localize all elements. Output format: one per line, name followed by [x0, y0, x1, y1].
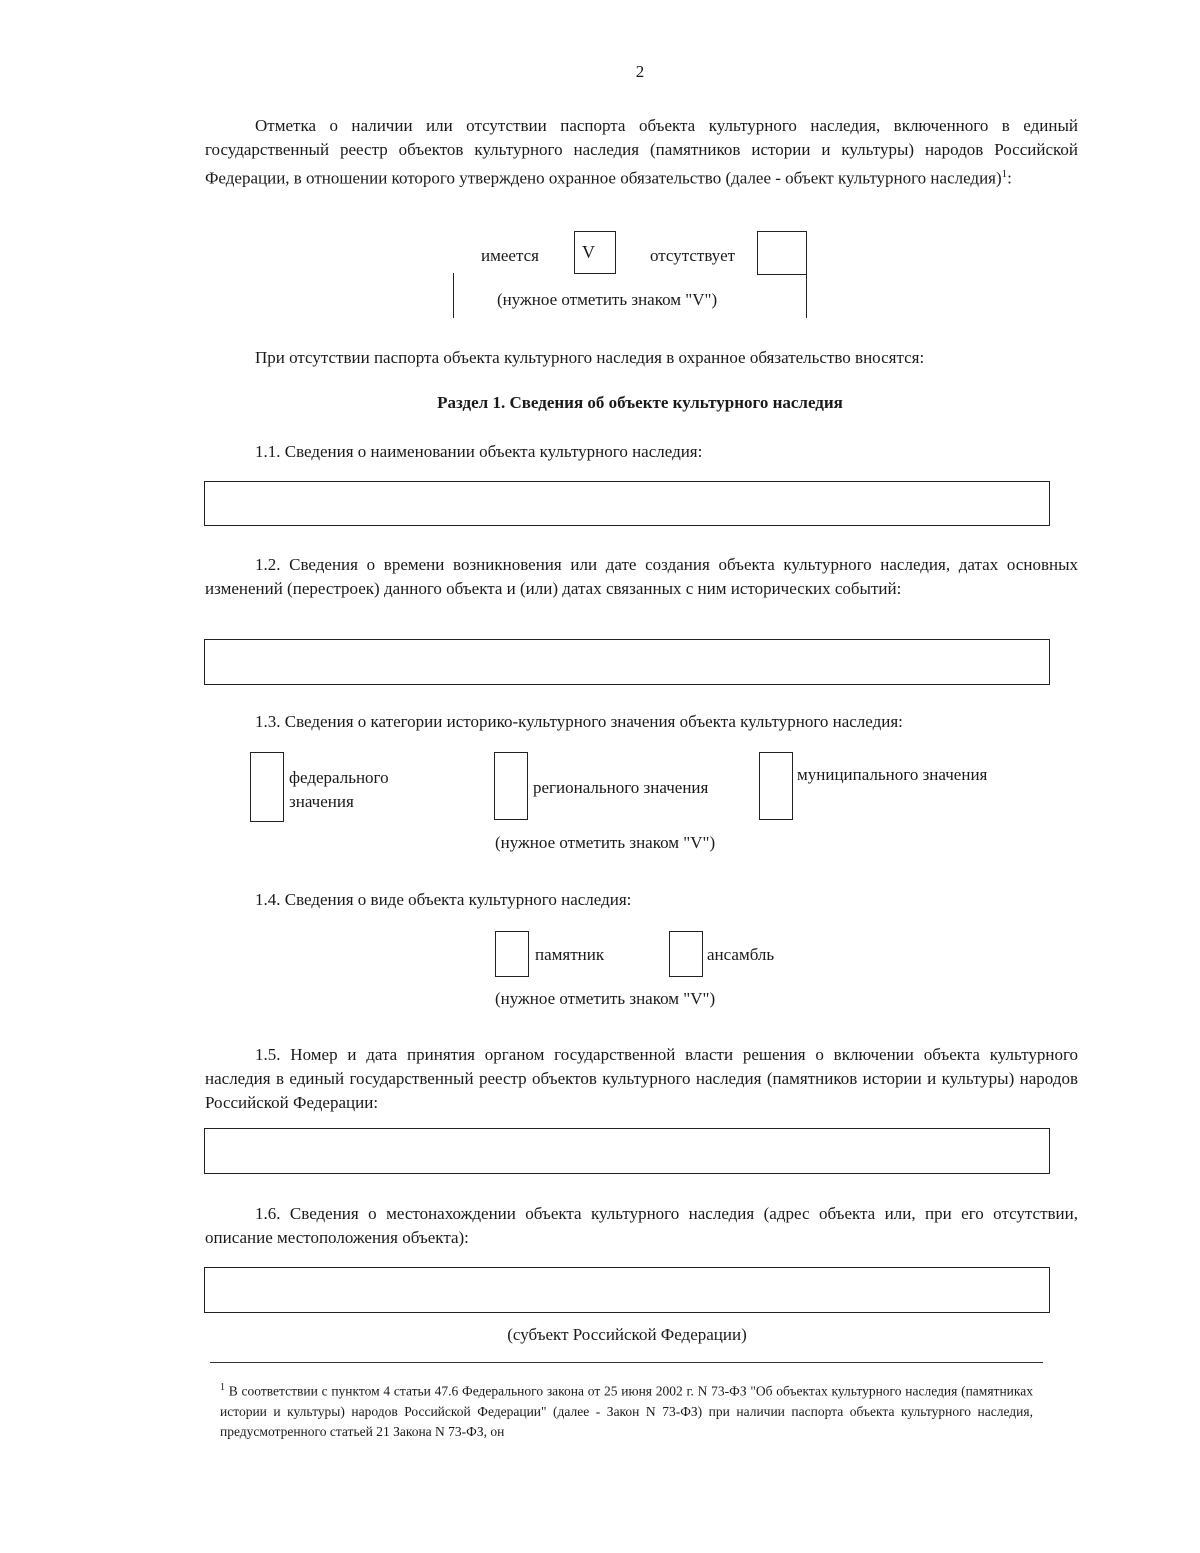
category-federal-label: федерального значения — [289, 768, 389, 811]
type-note: (нужное отметить знаком "V") — [495, 989, 716, 1008]
absence-paragraph: При отсутствии паспорта объекта культурного наследия в охранное обязательство вносятся: — [255, 348, 925, 367]
type-ensemble-label: ансамбль — [707, 945, 775, 964]
footnote-ref: 1 — [1001, 168, 1008, 180]
question-1-5: 1.5. Номер и дата принятия органом государственной власти решения о включении объекта культурного наследия в единый государственный реестр объектов культурного наследия (памятников истории и культуры) народов Российской Федерации: — [205, 1045, 1078, 1112]
question-1-4: 1.4. Сведения о виде объекта культурного наследия: — [255, 890, 632, 909]
category-note: (нужное отметить знаком "V") — [495, 833, 716, 852]
passport-has-mark: V — [582, 242, 595, 262]
section-title: Раздел 1. Сведения об объекте культурного наследия — [437, 393, 843, 412]
passport-absent-label: отсутствует — [650, 246, 736, 265]
field-1-5-decision[interactable] — [204, 1128, 1050, 1174]
type-monument-checkbox[interactable] — [495, 931, 529, 977]
category-regional-checkbox[interactable] — [494, 752, 528, 820]
category-federal-checkbox[interactable] — [250, 752, 284, 822]
type-monument-label: памятник — [535, 945, 605, 964]
question-1-1: 1.1. Сведения о наименовании объекта культурного наследия: — [255, 442, 703, 461]
intro-paragraph — [205, 114, 1078, 191]
passport-absent-checkbox[interactable] — [757, 231, 807, 275]
footnote-separator — [210, 1362, 1043, 1363]
question-1-2: 1.2. Сведения о времени возникновения или дате создания объекта культурного наследия, датах основных изменений (перестроек) данного объекта и (или) датах связанных с ним исторических событий: — [205, 555, 1078, 598]
subject-caption: (субъект Российской Федерации) — [507, 1325, 747, 1344]
passport-note: (нужное отметить знаком "V") — [497, 290, 718, 309]
intro-colon: : — [1007, 168, 1012, 188]
category-regional-label: регионального значения — [533, 778, 709, 797]
question-1-6: 1.6. Сведения о местонахождении объекта культурного наследия (адрес объекта или, при его отсутствии, описание местоположения объекта): — [205, 1204, 1078, 1247]
passport-has-label: имеется — [481, 246, 539, 265]
footnote — [220, 1378, 1033, 1442]
passport-bracket-left — [453, 273, 454, 318]
field-1-1-name[interactable] — [204, 481, 1050, 526]
type-ensemble-checkbox[interactable] — [669, 931, 703, 977]
category-municipal-checkbox[interactable] — [759, 752, 793, 820]
category-municipal-label: муниципального значения — [797, 765, 988, 784]
footnote-text: В соответствии с пунктом 4 статьи 47.6 Федерального закона от 25 июня 2002 г. N 73-ФЗ "Об объектах культурного наследия (памятниках истории и культуры) народов Российской Федерации" (далее - Закон N 73-ФЗ) при наличии паспорта объекта культурного наследия, предусмотренного статьей 21 Закона N 73-ФЗ, он — [220, 1383, 1034, 1439]
intro-text: Отметка о наличии или отсутствии паспорта объекта культурного наследия, включенного в единый государственный реестр объектов культурного наследия (памятников истории и культуры) народов Российской Федерации, в отношении которого утверждено охранное обязательство (далее - объект культурного наследия) — [205, 116, 1078, 188]
question-1-3: 1.3. Сведения о категории историко-культурного значения объекта культурного наследия: — [255, 712, 903, 731]
page-number: 2 — [635, 62, 645, 81]
footnote-number: 1 — [220, 1382, 225, 1393]
passport-bracket-right — [806, 274, 807, 318]
field-1-6-location[interactable] — [204, 1267, 1050, 1313]
field-1-2-dates[interactable] — [204, 639, 1050, 685]
passport-has-checkbox[interactable] — [574, 231, 616, 274]
